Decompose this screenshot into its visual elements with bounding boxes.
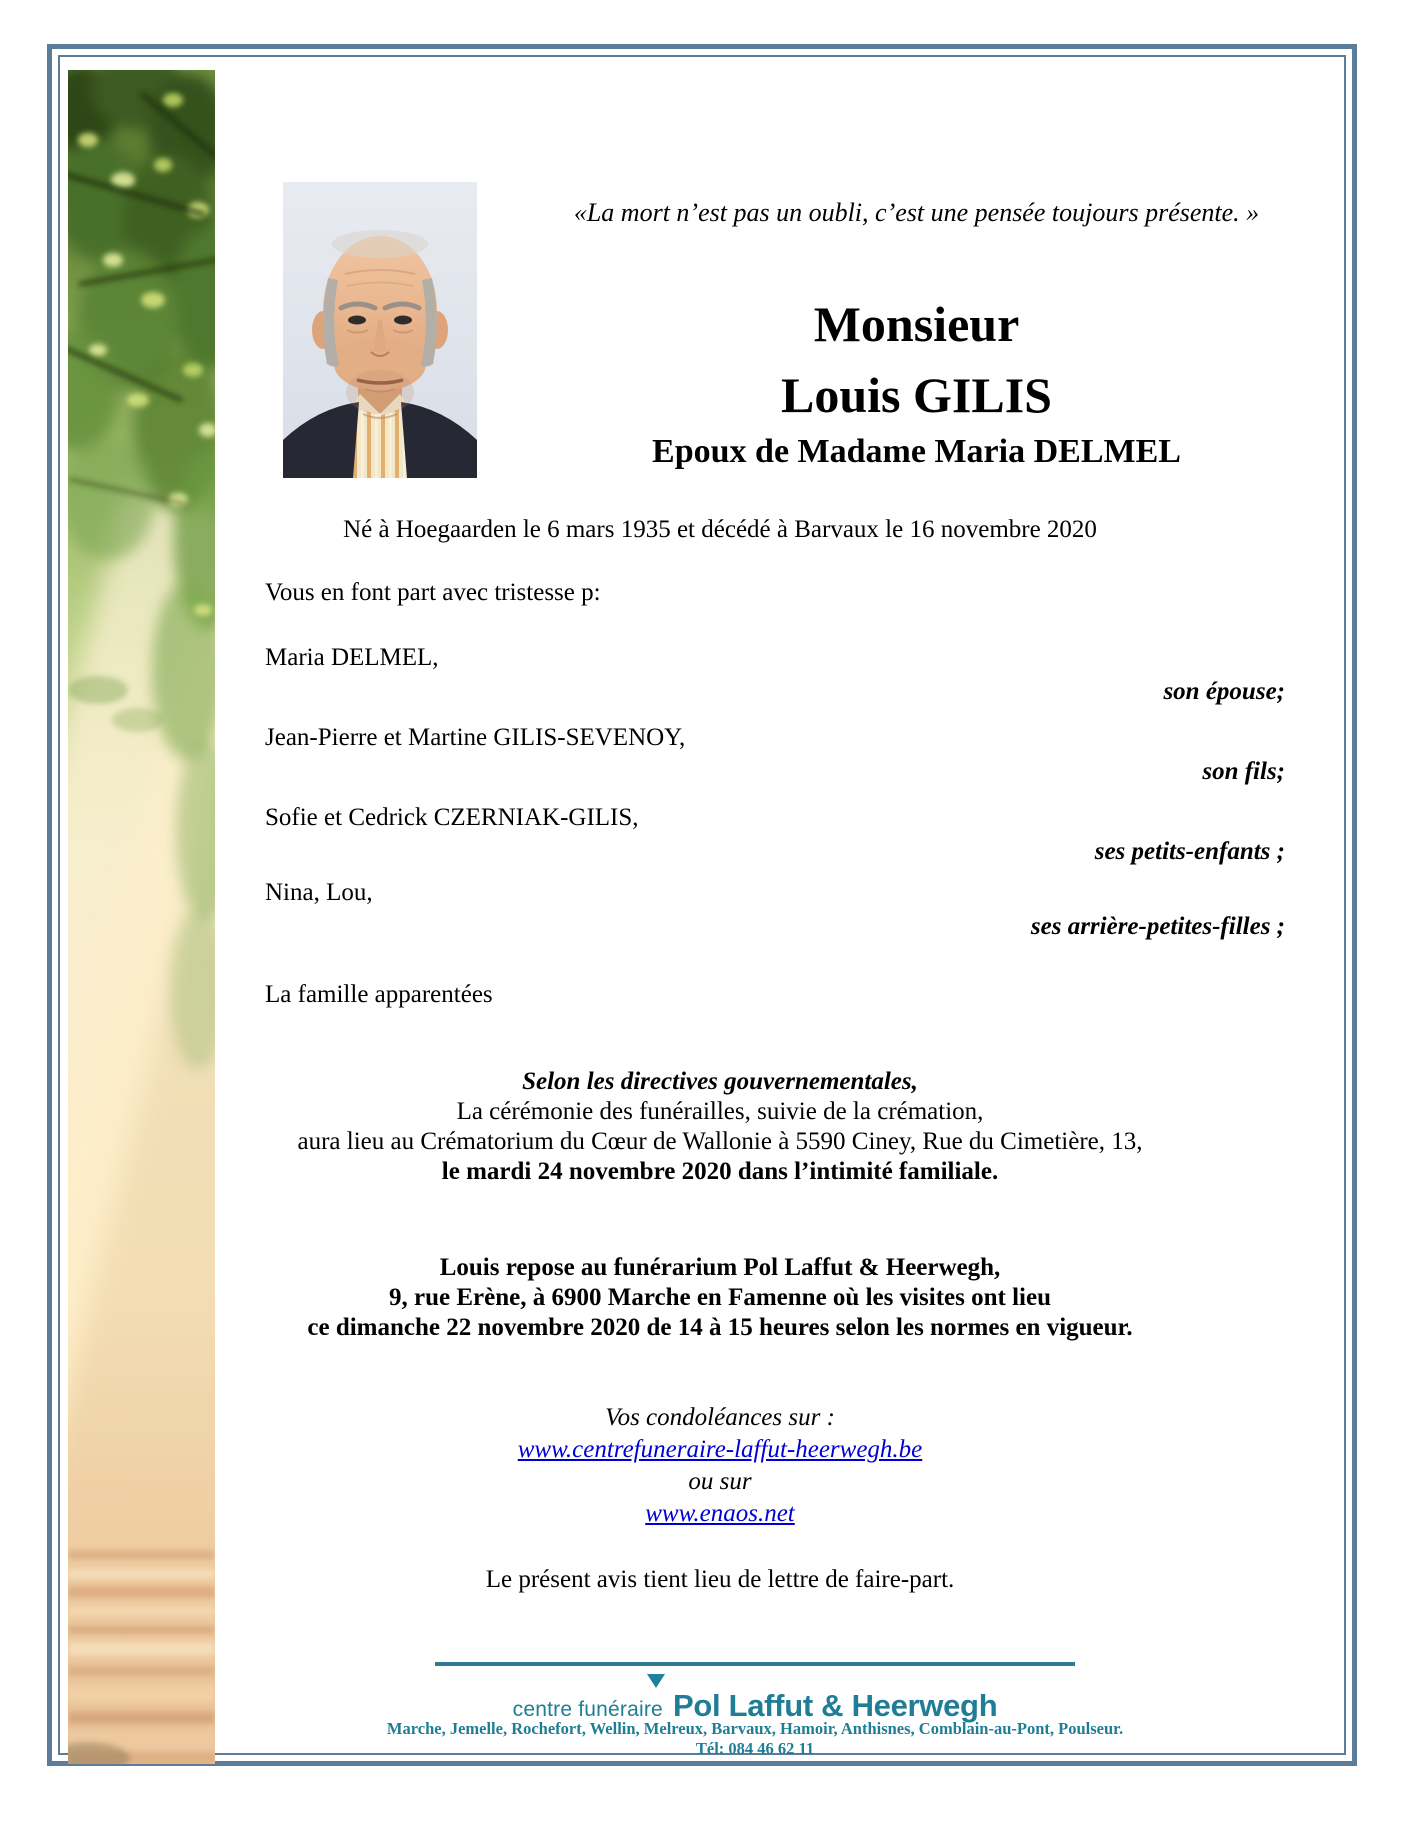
faire-part-notice: Le présent avis tient lieu de lettre de faire-part. bbox=[485, 1566, 955, 1593]
deceased-name: Louis GILIS bbox=[781, 367, 1052, 423]
condolences-link2-row bbox=[216, 1500, 1224, 1528]
family-note: La famille apparentées bbox=[265, 981, 493, 1008]
repose-address: 9, rue Erène, à 6900 Marche en Famenne où les visites ont lieu bbox=[389, 1284, 1051, 1311]
spouse-line: Epoux de Madame Maria DELMEL bbox=[652, 433, 1181, 470]
family-names: Sofie et Cedrick CZERNIAK-GILIS, bbox=[265, 804, 639, 831]
funeral-home-website-link[interactable]: www.centrefuneraire-laffut-heerwegh.be bbox=[517, 1436, 923, 1463]
footer-phone: Tél: 084 46 62 11 bbox=[695, 1739, 815, 1758]
forest-path-photo bbox=[68, 70, 215, 1764]
family-names: Nina, Lou, bbox=[265, 879, 373, 906]
ceremony-line: La cérémonie des funérailles, suivie de la crémation, bbox=[456, 1098, 984, 1125]
announcement-intro: Vous en font part avec tristesse p: bbox=[265, 579, 601, 606]
condolences-link1-row bbox=[216, 1436, 1224, 1464]
brand-prefix: centre funéraire bbox=[512, 1698, 663, 1721]
brand-name: Pol Laffut & Heerwegh bbox=[672, 1688, 998, 1723]
repose-visits: ce dimanche 22 novembre 2020 de 14 à 15 heures selon les normes en vigueur. bbox=[307, 1314, 1133, 1341]
family-role: ses petits-enfants ; bbox=[1094, 838, 1285, 865]
epitaph-quote: «La mort n’est pas un oubli, c’est une pensée toujours présente. » bbox=[573, 198, 1260, 227]
family-role: son fils; bbox=[1202, 758, 1285, 785]
repose-line: Louis repose au funérarium Pol Laffut & Heerwegh, bbox=[439, 1254, 1001, 1281]
footer-divider-rule bbox=[435, 1662, 1075, 1666]
family-names: Maria DELMEL, bbox=[265, 644, 439, 671]
deceased-portrait-photo bbox=[282, 182, 478, 478]
ceremony-date: le mardi 24 novembre 2020 dans l’intimité familiale. bbox=[441, 1158, 999, 1185]
family-names: Jean-Pierre et Martine GILIS-SEVENOY, bbox=[265, 724, 686, 751]
footer-locations: Marche, Jemelle, Rochefort, Wellin, Melreux, Barvaux, Hamoir, Anthisnes, Comblain-au-Pont, Poulseur. bbox=[386, 1719, 1124, 1738]
ceremony-location: aura lieu au Crématorium du Cœur de Wallonie à 5590 Ciney, Rue du Cimetière, 13, bbox=[297, 1128, 1143, 1155]
ceremony-directives: Selon les directives gouvernementales, bbox=[522, 1068, 918, 1095]
enaos-website-link[interactable]: www.enaos.net bbox=[645, 1500, 795, 1527]
family-role: ses arrière-petites-filles ; bbox=[1030, 913, 1285, 940]
condolences-middle: ou sur bbox=[688, 1468, 752, 1495]
logo-triangle-icon bbox=[647, 1674, 665, 1688]
title-salutation: Monsieur bbox=[813, 296, 1020, 352]
family-role: son épouse; bbox=[1163, 678, 1285, 705]
birth-death-line: Né à Hoegaarden le 6 mars 1935 et décédé à Barvaux le 16 novembre 2020 bbox=[343, 516, 1097, 543]
condolences-intro: Vos condoléances sur : bbox=[605, 1404, 835, 1431]
